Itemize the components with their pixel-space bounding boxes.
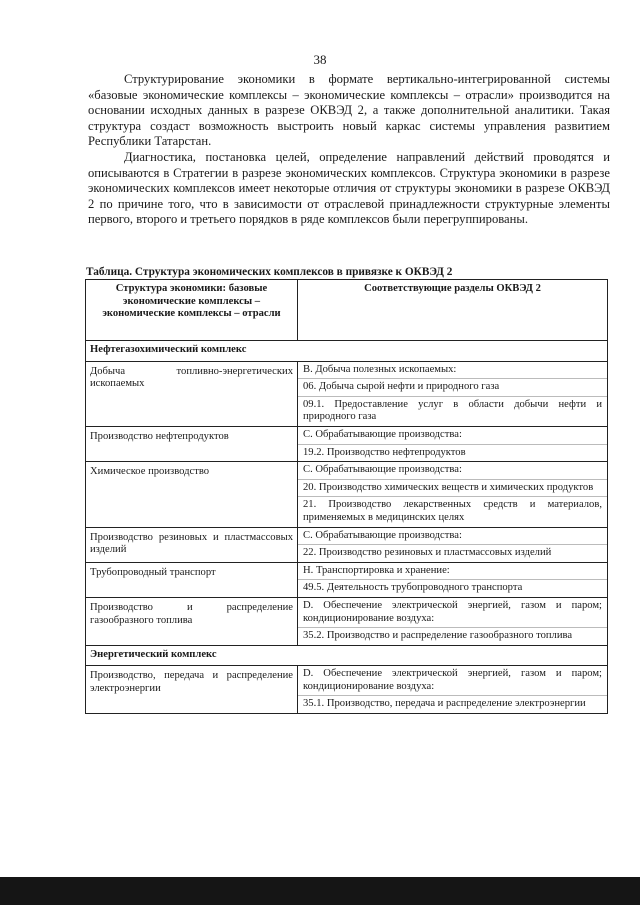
body-text <box>88 72 610 228</box>
paragraph: Диагностика, постановка целей, определение направлений действий проводятся и описываются в Стратегии в разрезе экономических комплексов. Структура экономики в разрезе экономических комплексов имеет некоторые отличия от структуры экономики в разрезе ОКВЭД 2 по причине того, что в зависимости от отраслевой принадлежности структурные элементы первого, второго и третьего порядков в ряде комплексов были перегруппированы. <box>88 149 610 227</box>
table-row <box>86 597 608 645</box>
okved-line: C. Обрабатывающие производства: <box>303 529 462 541</box>
okved-line: 20. Производство химических веществ и химических продуктов <box>298 479 607 497</box>
okved-line: 22. Производство резиновых и пластмассовых изделий <box>298 544 607 562</box>
sector-cell: Трубопроводный транспорт <box>86 562 298 597</box>
sector-cell: Производство резиновых и пластмассовых изделий <box>86 527 298 562</box>
okved-cell <box>298 462 608 527</box>
section-row <box>86 645 608 666</box>
okved-cell <box>298 666 608 714</box>
sector-cell: Производство, передача и распределение электроэнергии <box>86 666 298 714</box>
table-header-row <box>86 280 608 341</box>
okved-cell <box>298 562 608 597</box>
okved-line: 06. Добыча сырой нефти и природного газа <box>298 378 607 396</box>
sector-cell: Производство и распределение газообразного топлива <box>86 597 298 645</box>
table-row <box>86 462 608 527</box>
okved-line: C. Обрабатывающие производства: <box>303 464 462 476</box>
okved-line: 21. Производство лекарственных средств и материалов, применяемых в медицинских целях <box>298 496 607 526</box>
okved-line: 35.1. Производство, передача и распределение электроэнергии <box>298 695 607 713</box>
okved-line: D. Обеспечение электрической энергией, газом и паром; кондиционирование воздуха: <box>303 599 602 624</box>
table-row <box>86 426 608 461</box>
section-row <box>86 341 608 362</box>
scan-bottom-edge <box>0 877 640 905</box>
okved-line: 09.1. Предоставление услуг в области добычи нефти и природного газа <box>298 396 607 426</box>
sector-cell: Химическое производство <box>86 462 298 527</box>
table-row <box>86 527 608 562</box>
okved-cell <box>298 527 608 562</box>
table-caption: Таблица. Структура экономических комплексов в привязке к ОКВЭД 2 <box>86 266 453 278</box>
section-title: Нефтегазохимический комплекс <box>86 341 608 362</box>
okved-line: 49.5. Деятельность трубопроводного транспорта <box>298 579 607 597</box>
section-title: Энергетический комплекс <box>86 645 608 666</box>
column-header-structure: Структура экономики: базовые экономические комплексы – экономические комплексы – отрасли <box>86 280 298 341</box>
okved-line: C. Обрабатывающие производства: <box>303 428 462 440</box>
table-row <box>86 562 608 597</box>
okved-line: H. Транспортировка и хранение: <box>303 564 450 576</box>
sector-cell: Производство нефтепродуктов <box>86 426 298 461</box>
okved-line: 19.2. Производство нефтепродуктов <box>298 444 607 462</box>
okved-line: B. Добыча полезных ископаемых: <box>303 363 457 375</box>
table-row <box>86 361 608 426</box>
page-number: 38 <box>313 52 327 67</box>
okved-cell <box>298 361 608 426</box>
sector-cell: Добыча топливно-энергетических ископаемых <box>86 361 298 426</box>
okved-line: D. Обеспечение электрической энергией, газом и паром; кондиционирование воздуха: <box>303 668 602 692</box>
column-header-okved: Соответствующие разделы ОКВЭД 2 <box>298 280 608 341</box>
okved-cell <box>298 426 608 461</box>
table-row <box>86 666 608 714</box>
okved-line: 35.2. Производство и распределение газообразного топлива <box>298 627 607 645</box>
economic-complexes-table <box>85 279 608 714</box>
okved-cell <box>298 597 608 645</box>
paragraph: Структурирование экономики в формате вертикально-интегрированной системы «базовые экономические комплексы – экономические комплексы – отрасли» производится на основании исходных данных в разрезе ОКВЭД 2, а также дополнительной аналитики. Такая структура создаст возможность выстроить новый каркас системы управления развитием Республики Татарстан. <box>88 72 610 149</box>
